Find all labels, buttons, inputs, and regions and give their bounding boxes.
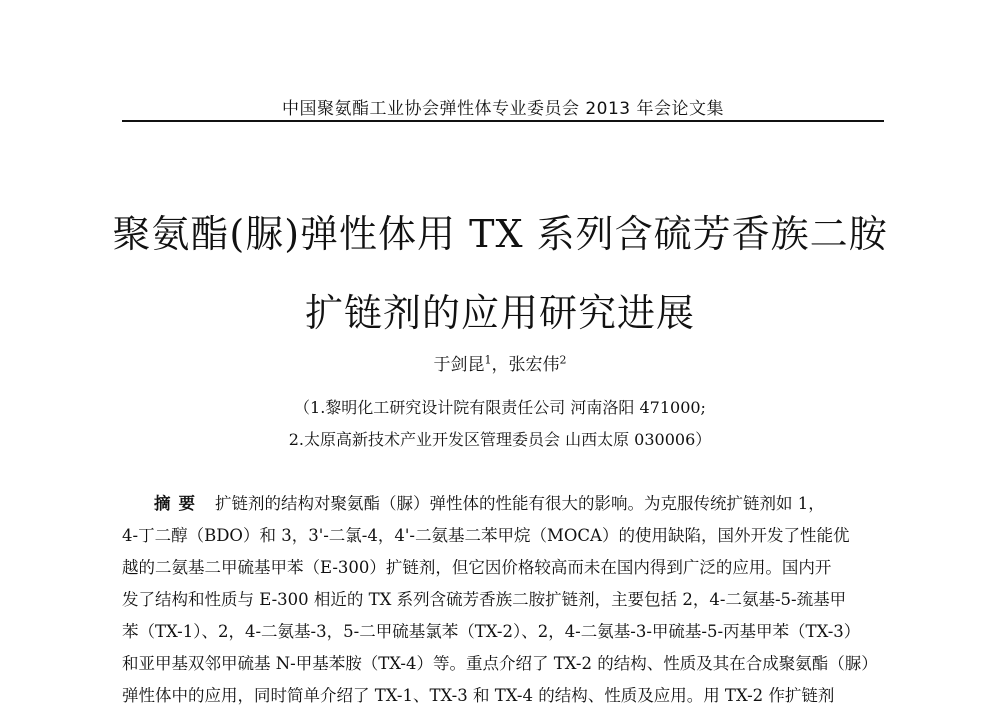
- header-rule: [122, 120, 884, 122]
- abstract-line: 发了结构和性质与 E-300 相近的 TX 系列含硫芳香族二胺扩链剂，主要包括 2，4-二氨基-5-巯基甲: [122, 590, 847, 609]
- running-header: 中国聚氨酯工业协会弹性体专业委员会 2013 年会论文集: [281, 99, 725, 119]
- author-separator: ，: [491, 355, 509, 375]
- authors: [0, 350, 1000, 375]
- affiliation-2: 2.太原高新技术产业开发区管理委员会 山西太原 030006）: [288, 430, 712, 449]
- author-2-name: 张宏伟: [508, 355, 560, 375]
- author-1-affiliation-mark: 1: [484, 353, 492, 367]
- abstract-label: 摘要: [154, 494, 203, 513]
- paper-title-line-1: 聚氨酯(脲)弹性体用 TX 系列含硫芳香族二胺: [112, 212, 888, 256]
- abstract-line-text: 扩链剂的结构对聚氨酯（脲）弹性体的性能有很大的影响。为克服传统扩链剂如 1，: [215, 494, 825, 513]
- abstract-line: 越的二氨基二甲硫基甲苯（E-300）扩链剂，但它因价格较高而未在国内得到广泛的应用。国内开: [122, 558, 832, 577]
- abstract-line: [122, 488, 886, 520]
- abstract: [122, 488, 886, 712]
- abstract-line: 苯（TX-1）、2，4-二氨基-3，5-二甲硫基氯苯（TX-2）、2，4-二氨基-3-甲硫基-5-丙基甲苯（TX-3）: [122, 622, 861, 641]
- author-1-name: 于剑昆: [433, 355, 485, 375]
- author-2-affiliation-mark: 2: [559, 353, 567, 367]
- abstract-line: 弹性体中的应用，同时简单介绍了 TX-1、TX-3 和 TX-4 的结构、性质及应用。用 TX-2 作扩链剂: [122, 686, 835, 705]
- affiliation-1: （1.黎明化工研究设计院有限责任公司 河南洛阳 471000;: [294, 398, 706, 417]
- abstract-line: 4-丁二醇（BDO）和 3，3'-二氯-4，4'-二氨基二苯甲烷（MOCA）的使用缺陷，国外开发了性能优: [122, 526, 850, 545]
- abstract-line: 和亚甲基双邻甲硫基 N-甲基苯胺（TX-4）等。重点介绍了 TX-2 的结构、性质及其在合成聚氨酯（脲）: [122, 654, 878, 673]
- paper-title-line-2: 扩链剂的应用研究进展: [304, 291, 695, 335]
